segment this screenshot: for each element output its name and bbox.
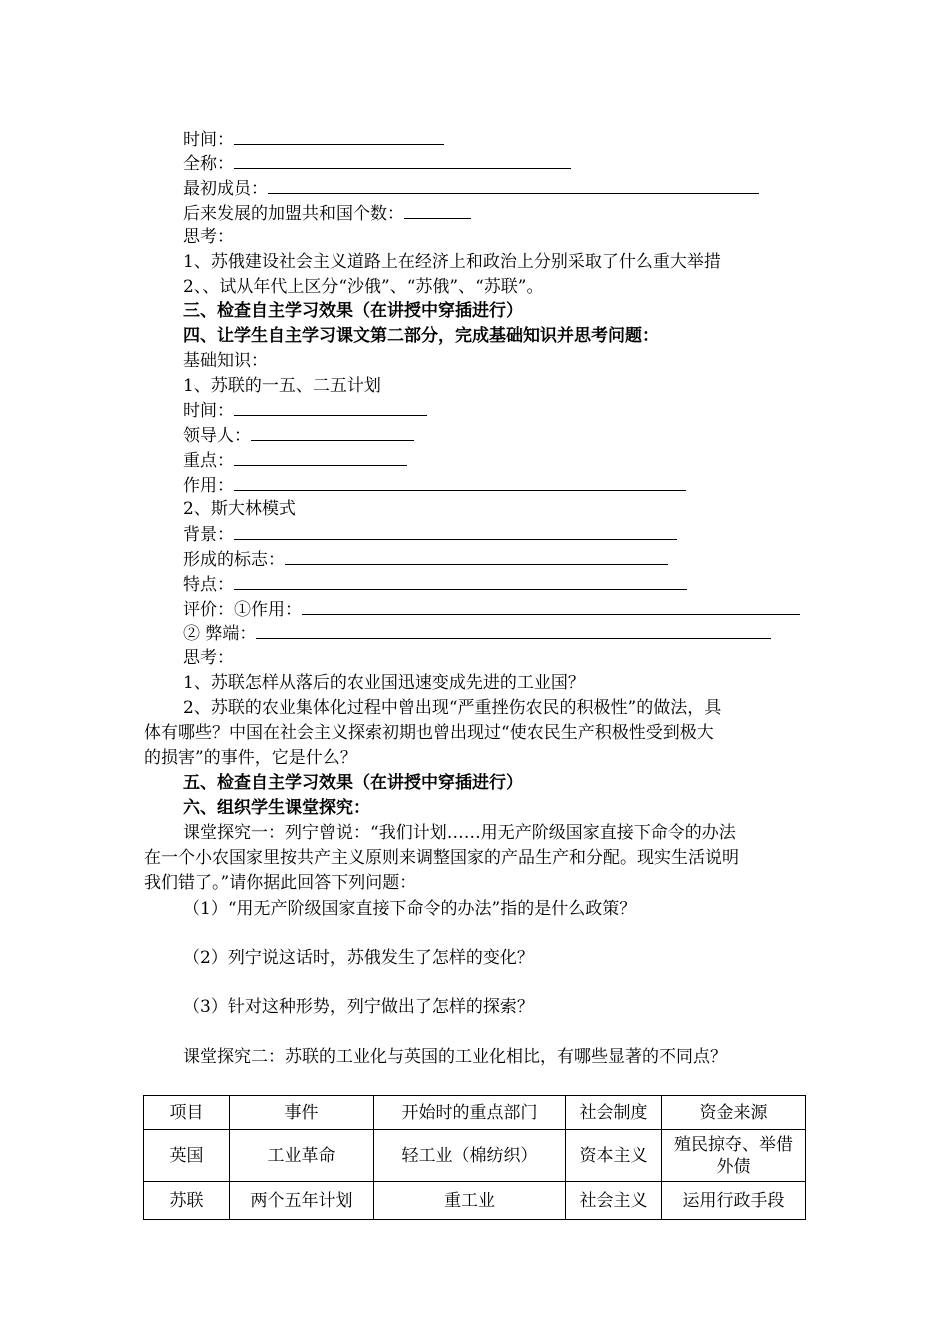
fullname-line	[183, 151, 571, 176]
inquiry1-l1: 课堂探究一：列宁曾说：“我们计划……用无产阶级国家直接下命令的办法	[183, 823, 736, 843]
time-blank[interactable]	[234, 127, 444, 145]
leader-blank[interactable]	[251, 423, 414, 441]
time-label: 时间：	[183, 130, 234, 150]
plan-title: 1、苏联的一五、二五计划	[183, 376, 381, 396]
later-count-blank[interactable]	[404, 201, 471, 219]
table-cell: 资本主义	[566, 1130, 662, 1182]
table-cell: 工业革命	[230, 1130, 374, 1182]
eval-blank[interactable]	[302, 597, 800, 615]
plan-time-line	[183, 398, 427, 423]
table-cell: 重工业	[374, 1182, 566, 1220]
table-cell: 殖民掠夺、举借外债	[662, 1130, 806, 1182]
fullname-blank[interactable]	[234, 151, 571, 169]
heading-5: 五、检查自主学习效果（在讲授中穿插进行）	[183, 773, 523, 793]
table-cell: 轻工业（棉纺织）	[374, 1130, 566, 1182]
feature-label: 特点：	[183, 575, 234, 595]
table-cell: 苏联	[144, 1182, 230, 1220]
later-count-line	[183, 201, 471, 226]
think2-question-2-l1: 2、苏联的农业集体化过程中曾出现“严重挫伤农民的积极性”的做法，具	[183, 698, 722, 718]
think2-question-1: 1、苏联怎样从落后的农业国迅速变成先进的工业国？	[183, 673, 585, 693]
focus-blank[interactable]	[234, 448, 407, 466]
inquiry2-text: 课堂探究二：苏联的工业化与英国的工业化相比，有哪些显著的不同点？	[183, 1047, 727, 1067]
table-header-cell: 项目	[144, 1096, 230, 1130]
heading-4: 四、让学生自主学习课文第二部分，完成基础知识并思考问题：	[183, 326, 659, 346]
background-label: 背景：	[183, 525, 234, 545]
inquiry1-question-1: （1）“用无产阶级国家直接下命令的办法”指的是什么政策？	[183, 899, 637, 919]
table-header-cell: 事件	[230, 1096, 374, 1130]
think2-question-2-l2: 体有哪些？中国在社会主义探索初期也曾出现过“使农民生产积极性受到极大	[144, 723, 714, 743]
table-header-cell: 资金来源	[662, 1096, 806, 1130]
model-title: 2、斯大林模式	[183, 499, 296, 519]
table-header-row	[144, 1096, 806, 1130]
table-cell: 运用行政手段	[662, 1182, 806, 1220]
initial-members-label: 最初成员：	[183, 179, 268, 199]
leader-label: 领导人：	[183, 426, 251, 446]
inquiry1-question-2: （2）列宁说这话时，苏俄发生了怎样的变化？	[183, 948, 534, 968]
heading-6: 六、组织学生课堂探究：	[183, 798, 370, 818]
time-line	[183, 127, 444, 152]
inquiry1-l3: 我们错了。”请你据此回答下列问题：	[144, 873, 417, 893]
sign-line	[183, 547, 668, 572]
focus-label: 重点：	[183, 451, 234, 471]
table-row	[144, 1130, 806, 1182]
drawback-line	[183, 621, 771, 646]
feature-line	[183, 572, 687, 597]
effect-blank[interactable]	[234, 473, 686, 491]
sign-label: 形成的标志：	[183, 550, 285, 570]
table-row	[144, 1182, 806, 1220]
eval-label: 评价：①作用：	[183, 600, 302, 620]
background-line	[183, 522, 677, 547]
think-label-2: 思考：	[183, 648, 234, 668]
heading-3: 三、检查自主学习效果（在讲授中穿插进行）	[183, 301, 523, 321]
plan-time-blank[interactable]	[234, 398, 427, 416]
initial-members-line	[183, 176, 759, 201]
drawback-blank[interactable]	[256, 621, 771, 639]
fullname-label: 全称：	[183, 154, 234, 174]
plan-time-label: 时间：	[183, 401, 234, 421]
think2-question-2-l3: 的损害”的事件，它是什么？	[144, 748, 357, 768]
inquiry1-question-3: （3）针对这种形势，列宁做出了怎样的探索？	[183, 997, 534, 1017]
later-count-label: 后来发展的加盟共和国个数：	[183, 204, 404, 224]
initial-members-blank[interactable]	[268, 176, 759, 194]
background-blank[interactable]	[234, 522, 677, 540]
table-header-cell: 社会制度	[566, 1096, 662, 1130]
think-label-1: 思考：	[183, 227, 234, 247]
effect-line	[183, 473, 686, 498]
table-cell: 英国	[144, 1130, 230, 1182]
drawback-label: ② 弊端：	[183, 624, 257, 644]
leader-line	[183, 423, 414, 448]
basics-label: 基础知识：	[183, 351, 268, 371]
think-question-2: 2、、试从年代上区分“沙俄”、“苏俄”、“苏联”。	[183, 277, 544, 297]
table-header-cell: 开始时的重点部门	[374, 1096, 566, 1130]
eval-line	[183, 597, 800, 622]
feature-blank[interactable]	[234, 572, 687, 590]
table-cell: 两个五年计划	[230, 1182, 374, 1220]
focus-line	[183, 448, 407, 473]
comparison-table	[143, 1095, 806, 1220]
think-question-1: 1、苏俄建设社会主义道路上在经济上和政治上分别采取了什么重大举措	[183, 252, 721, 272]
effect-label: 作用：	[183, 476, 234, 496]
inquiry1-l2: 在一个小农国家里按共产主义原则来调整国家的产品生产和分配。现实生活说明	[144, 848, 739, 868]
sign-blank[interactable]	[285, 547, 668, 565]
table-cell: 社会主义	[566, 1182, 662, 1220]
